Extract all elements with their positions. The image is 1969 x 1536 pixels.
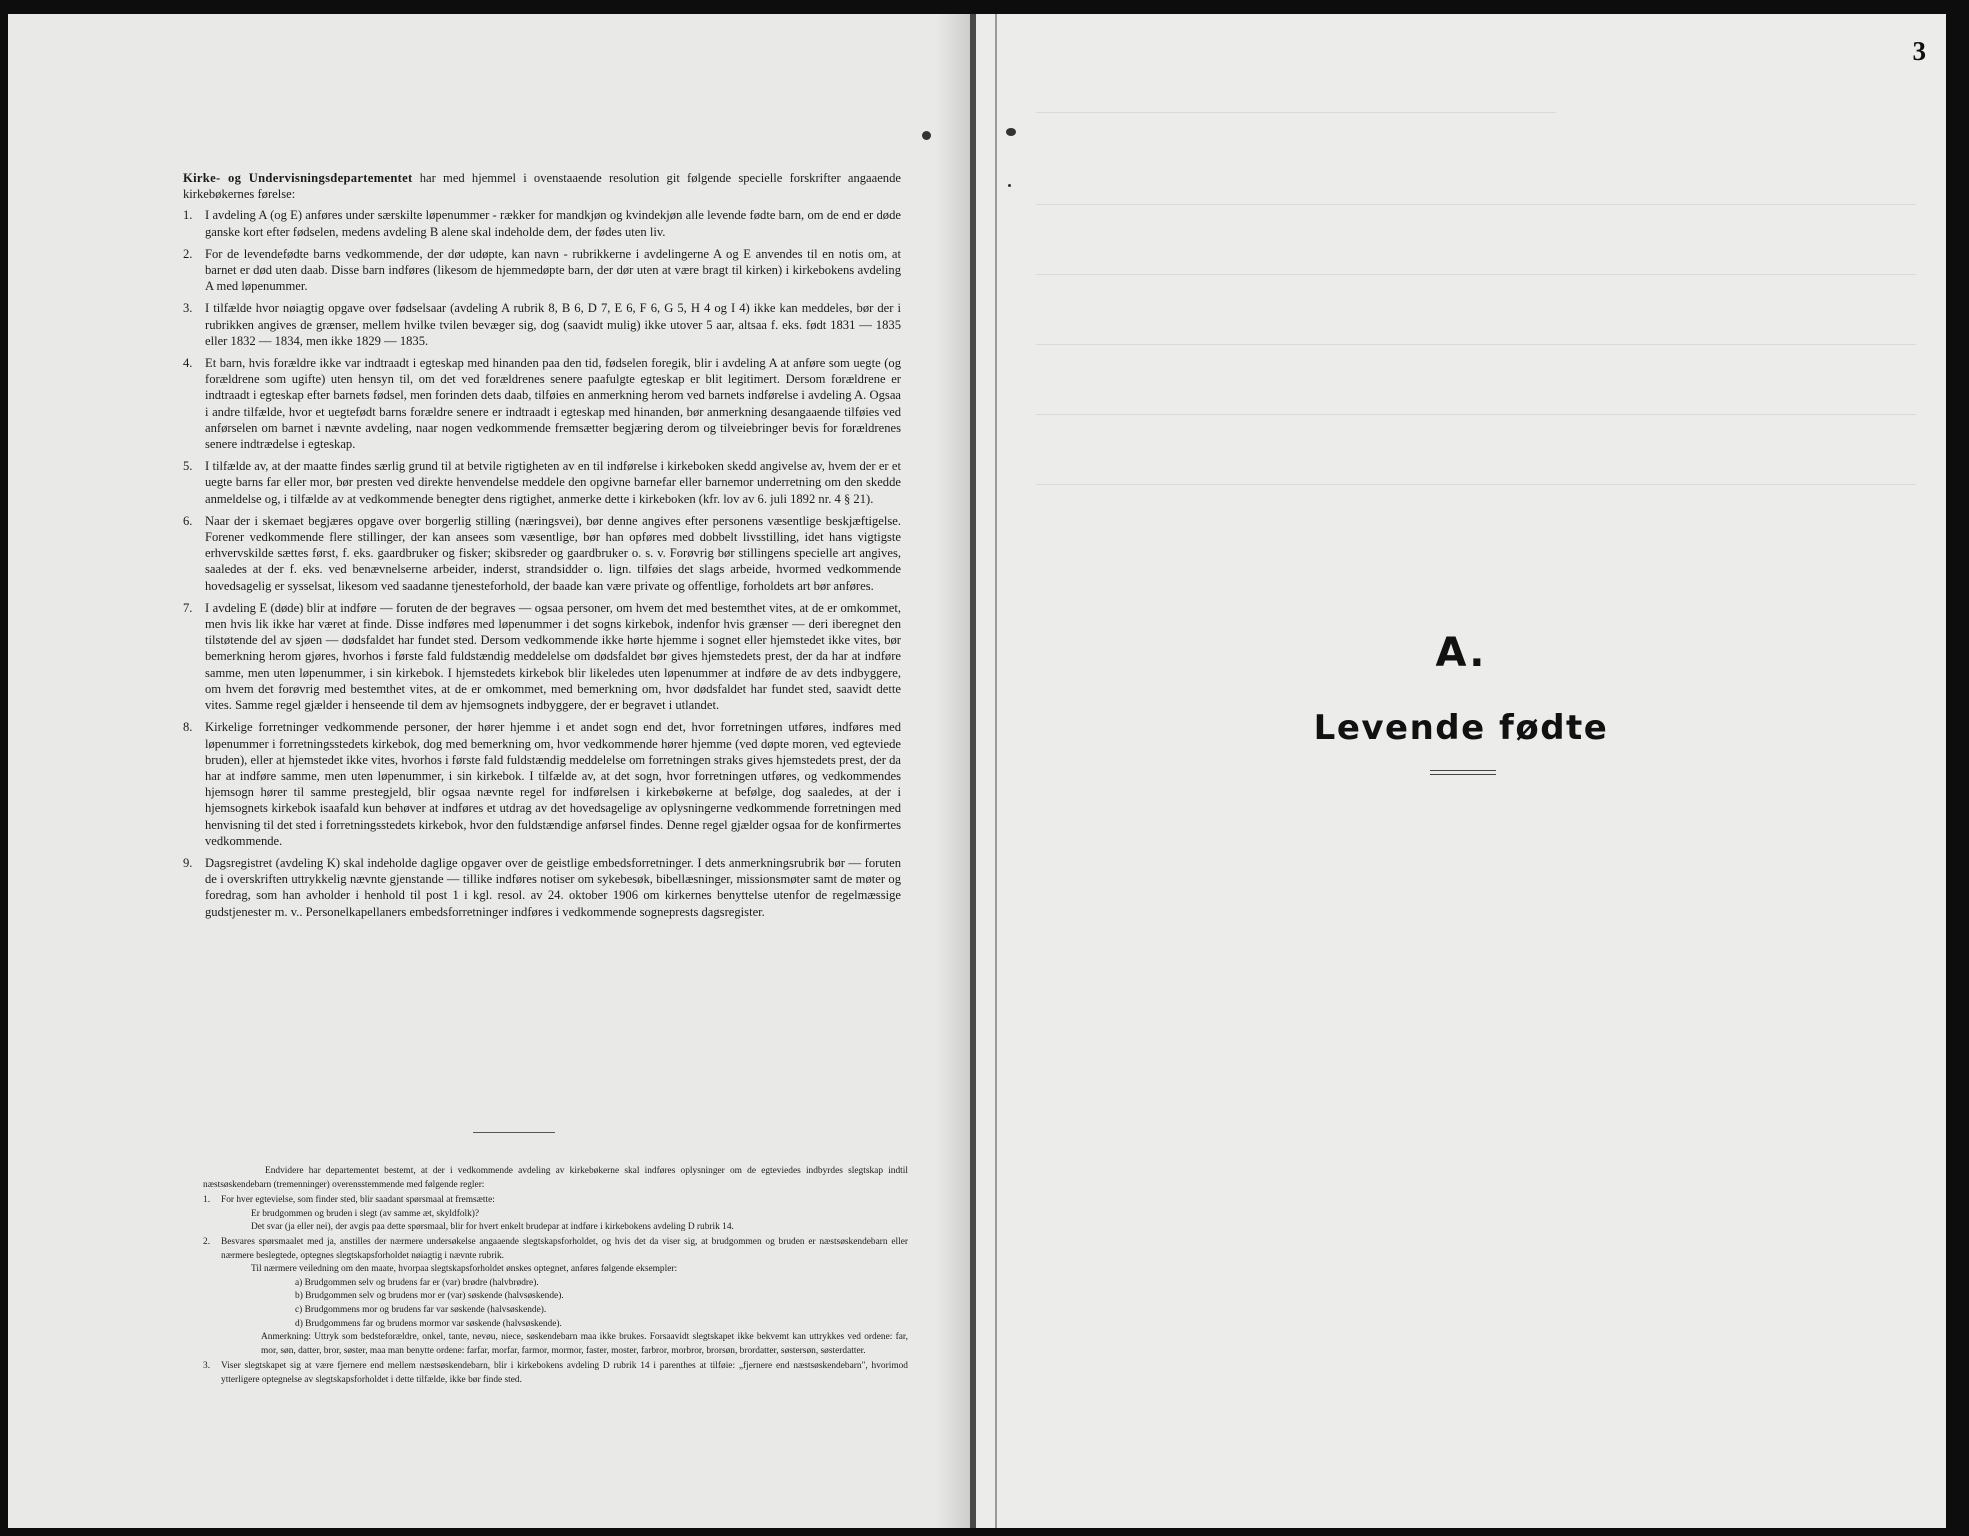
page-edge-line bbox=[995, 14, 997, 1528]
rule-number: 9. bbox=[183, 855, 193, 870]
regulations-intro bbox=[183, 170, 901, 202]
item-number: 2. bbox=[203, 1236, 211, 1247]
rule-4 bbox=[183, 355, 901, 452]
rule-text: Dagsregistret (avdeling K) skal indeholde daglige opgaver over de geistlige embedsforretninger. I dets anmerkningsrubrik bør — foruten de i overskriften uttrykkelig nævnte gjenstande — tillike indføres notiser om sykebesøk, bibellæsninger, missionsmøter samt de møter og foredrag, som han avholder i henhold til post 1 i kgl. resol. av 24. oktober 1906 om kirkernes benyttelse utenfor de regelmæssige gudstjenester m. v.. Personelkapellaners embedsforretninger indføres i vedkommende sogneprests dagsregister. bbox=[205, 855, 901, 919]
note: Anmerkning: Uttryk som bedsteforældre, onkel, tante, nevøu, niece, søskendebarn maa ikke brukes. Forsaavidt slegtskapet ikke bekvemt kan uttrykkes ved ordene: far, mor, søn, datter, bror, søster, maa man benytte ordene: farfar, morfar, farmor, mormor, faster, moster, farbror, morbror, brorsøn, brordatter, søstersøn, søsterdatter. bbox=[261, 1332, 908, 1356]
supplement-item-3 bbox=[203, 1360, 908, 1387]
item-number: 1. bbox=[203, 1195, 211, 1206]
example-c: c) Brudgommens mor og brudens far var søskende (halvsøskende). bbox=[295, 1304, 547, 1315]
supplement-item-1 bbox=[203, 1194, 908, 1235]
page-number: 3 bbox=[1912, 36, 1926, 66]
rule-number: 2. bbox=[183, 246, 193, 261]
rule-number: 1. bbox=[183, 208, 193, 223]
rule-8 bbox=[183, 719, 901, 849]
section-divider bbox=[473, 1132, 555, 1133]
rule-9 bbox=[183, 855, 901, 920]
ink-blot bbox=[922, 131, 931, 140]
ink-dot bbox=[1008, 184, 1011, 187]
example-d: d) Brudgommens far og brudens mormor var søskende (halvsøskende). bbox=[295, 1318, 562, 1329]
right-page bbox=[976, 14, 1946, 1528]
faint-bleedthrough bbox=[1036, 484, 1916, 485]
item-question: Er brudgommen og bruden i slegt (av samme æt, skyldfolk)? bbox=[251, 1208, 480, 1219]
rule-6 bbox=[183, 513, 901, 594]
item-text: For hver egtevielse, som finder sted, blir saadant spørsmaal at fremsætte: bbox=[221, 1195, 495, 1206]
kinship-supplement bbox=[203, 1165, 908, 1389]
item-subtext: Til nærmere veiledning om den maate, hvorpaa slegtskapsforholdet ønskes optegnet, anføres følgende eksempler: bbox=[251, 1264, 678, 1275]
rule-5 bbox=[183, 458, 901, 507]
rule-text: Et barn, hvis forældre ikke var indtraadt i egteskap med hinanden paa den tid, fødselen foregik, blir i avdeling A at anføre som uegte (og forældrene som ugifte) uten hensyn til, om det ved forældrenes senere paafulgte egteskap er blit legitimert. Dersom forældrene er indtraadt i egteskap efter barnets fødsel, men forinden dets daab, tilføies en anmerkning herom ved barnets indførelse i avdeling A. Ogsaa i andre tilfælde, hvor et uegtefødt barns forældre senere er indtraadt i egteskap med hinanden, bør anmerkning desangaaende tilføies ved anførselen om barnet i nævnte avdeling, naar nogen vedkommende fremsætter begjæring derom og tilveiebringer bevis for forældrenes senere indtrædelse i egteskap. bbox=[205, 356, 901, 452]
section-title: Levende fødte bbox=[1313, 708, 1609, 748]
department-name: Kirke- og Undervisningsdepartementet bbox=[183, 171, 413, 185]
rule-number: 8. bbox=[183, 720, 193, 735]
rule-number: 3. bbox=[183, 301, 193, 316]
rule-text: I tilfælde hvor nøiagtig opgave over fødselsaar (avdeling A rubrik 8, B 6, D 7, E 6, F 6, G 5, H 4 og I 4) ikke kan meddeles, bør der i rubrikken angives de grænser, mellem hvilke tvilen bevæger sig, dog (saavidt mulig) ikke utover 5 aar, altsaa f. eks. født 1831 — 1835 eller 1832 — 1834, men ikke 1829 — 1835. bbox=[205, 301, 901, 348]
supplement-item-2 bbox=[203, 1236, 908, 1359]
rule-number: 6. bbox=[183, 513, 193, 528]
item-answer: Det svar (ja eller nei), der avgis paa dette spørsmaal, blir for hvert enkelt brudepar at indføre i kirkebokens avdeling D rubrik 14. bbox=[251, 1222, 734, 1233]
item-text: Viser slegtskapet sig at være fjernere end mellem næstsøskendebarn, blir i kirkebokens avdeling D rubrik 14 i parenthes at tilføie: „fjernere end næstsøskendebarn", hvorimod ytterligere optegnelse av slegtskapsforholdet i dette tilfælde, ikke bør finde sted. bbox=[221, 1361, 908, 1385]
faint-bleedthrough bbox=[1036, 414, 1916, 415]
example-b: b) Brudgommen selv og brudens mor er (var) søskende (halvsøskende). bbox=[295, 1291, 564, 1302]
section-letter: A. bbox=[1435, 630, 1487, 676]
intro-text: har med hjemmel i ovenstaaende resolution git følgende specielle forskrifter angaaende kirkebøkernes førelse: bbox=[183, 171, 901, 202]
rule-number: 5. bbox=[183, 459, 193, 474]
ink-blot bbox=[1006, 128, 1016, 136]
faint-bleedthrough bbox=[1036, 204, 1916, 205]
rule-number: 4. bbox=[183, 356, 193, 371]
faint-bleedthrough bbox=[1036, 274, 1916, 275]
rule-text: For de levendefødte barns vedkommende, der dør udøpte, kan navn - rubrikkerne i avdelingerne A og E anvendes til en notis om, at barnet er død uten daab. Disse barn indføres (likesom de hjemmedøpte barn, der dør uten at være bragt til kirken) i kirkebokens avdeling A med løpenummer. bbox=[205, 246, 901, 294]
rule-text: Kirkelige forretninger vedkommende personer, der hører hjemme i et andet sogn end det, hvor forretningen utføres, indføres med løpenummer i forretningsstedets kirkebok, dog med bemerkning om, hvor vedkommende hører hjemme (ved døpte moren, ved egteviede bruden), eller at hjemstedet ikke vites, hvorhos i første fald fuldstændig meddelelse om forretningen straks gives hjemstedets prest, der da har at indføre samme, men uten løpenummer, i sin kirkebok. I tilfælde av, at det sogn, hvor forretningen utføres, og vedkommendes hjemsogn hører til samme prestegjeld, blir ogsaa nævnte regel for indførelsen i kirkebøkerne at befølge, dog saaledes, at der i hjemsognets kirkebok isaafald kun behøver at indføres et utdrag av det hovedsagelige av oplysningerne vedkommende forretningen med henvisning til det sted i forretningsstedets kirkebok, hvor den fuldstændige anførsel findes. Denne regel gjælder ogsaa for de konfirmertes vedkommende. bbox=[205, 720, 901, 848]
example-a: a) Brudgommen selv og brudens far er (var) brødre (halvbrødre). bbox=[295, 1277, 539, 1288]
rule-text: I avdeling A (og E) anføres under særskilte løpenummer - rækker for mandkjøn og kvindekjøn alle levende fødte barn, om de end er døde ganske kort efter fødselen, medens avdeling B alene skal indeholde dem, der fødes uten liv. bbox=[205, 208, 901, 239]
rule-text: I avdeling E (døde) blir at indføre — foruten de der begraves — ogsaa personer, om hvem det med bestemthet vites, at de er omkommet, men hvis lik ikke har været at finde. Disse indføres med løpenummer i det sogns kirkebok, indenfor hvis grænser — deri iberegnet den tilstøtende del av sjøen — dødsfaldet har fundet sted. Dersom vedkommende ikke hørte hjemme i sognet eller hjemstedet ikke vites, bør bemerkning herom gjøres, hvorhos i første fald fuldstændig meddelelse om dødsfaldet bør gives hjemstedets prest, der da har at indføre samme, men uten løpenummer, i sin kirkebok. I hjemstedets kirkebok blir likeledes uten løpenummer at indføre de av dets indbyggere, om hvem det forøvrig med bestemthet vites, at de er omkommet, med bemerkning om, hvor dødsfaldet har fundet sted, saavidt dette vites. Samme regel gjælder i henseende til dem av hjemsognets indbyggere, der er begravet i utlandet. bbox=[205, 600, 901, 713]
rule-text: I tilfælde av, at der maatte findes særlig grund til at betvile rigtigheten av en til indførelse i kirkeboken skedd angivelse av, hvem der er et uegte barns far eller mor, bør presten ved direkte henvendelse meddele den opgivne barnefar eller barnemor underretning om den skedde anmeldelse og, i tilfælde av at vedkommende benegter dens rigtighet, anmerke dette i kirkeboken (kfr. lov av 6. juli 1892 nr. 4 § 21). bbox=[205, 459, 901, 506]
rule-7 bbox=[183, 600, 901, 713]
item-text: Besvares spørsmaalet med ja, anstilles der nærmere undersøkelse angaaende slegtskapsforholdet, og hvis det da viser sig, at brudgommen og bruden er næstsøskendebarn eller nærmere beslegtede, optegnes slegtskapsforholdet nøiagtig i nævnte rubrik. bbox=[221, 1236, 908, 1261]
supplement-intro: Endvidere har departementet bestemt, at der i vedkommende avdeling av kirkebøkerne skal indføres oplysninger om de egteviedes indbyrdes slegtskap indtil næstsøskendebarn (tremenninger) overensstemmende med følgende regler: bbox=[203, 1166, 908, 1190]
title-underline bbox=[1430, 770, 1496, 775]
item-number: 3. bbox=[203, 1361, 211, 1372]
rule-1 bbox=[183, 207, 901, 239]
left-page bbox=[8, 14, 970, 1528]
rule-text: Naar der i skemaet begjæres opgave over borgerlig stilling (næringsvei), bør denne angives efter personens væsentlige beskjæftigelse. Forener vedkommende flere stillinger, der kan ansees som væsentlige, bør han opføres med dobbelt livsstilling, idet hans vigtigste erhvervskilde sættes først, f. eks. gaardbruker og fisker; skibsreder og gaardbruker o. s. v. Forøvrig bør stillingens specielle art angives, saaledes at der f. eks. ved benævnelserne arbeider, inderst, strandsidder o. lign. tilføies det slags arbeide, hvormed vedkommende hovedsagelig er sysselsat, likesom ved saadanne tjenesteforhold, der baade kan være private og offentlige, forholdets art bør anføres. bbox=[205, 513, 901, 593]
faint-bleedthrough bbox=[1036, 344, 1916, 345]
faint-bleedthrough bbox=[1036, 112, 1556, 113]
rule-number: 7. bbox=[183, 600, 193, 615]
rule-3 bbox=[183, 300, 901, 349]
regulations-text bbox=[183, 170, 901, 926]
rule-2 bbox=[183, 246, 901, 295]
